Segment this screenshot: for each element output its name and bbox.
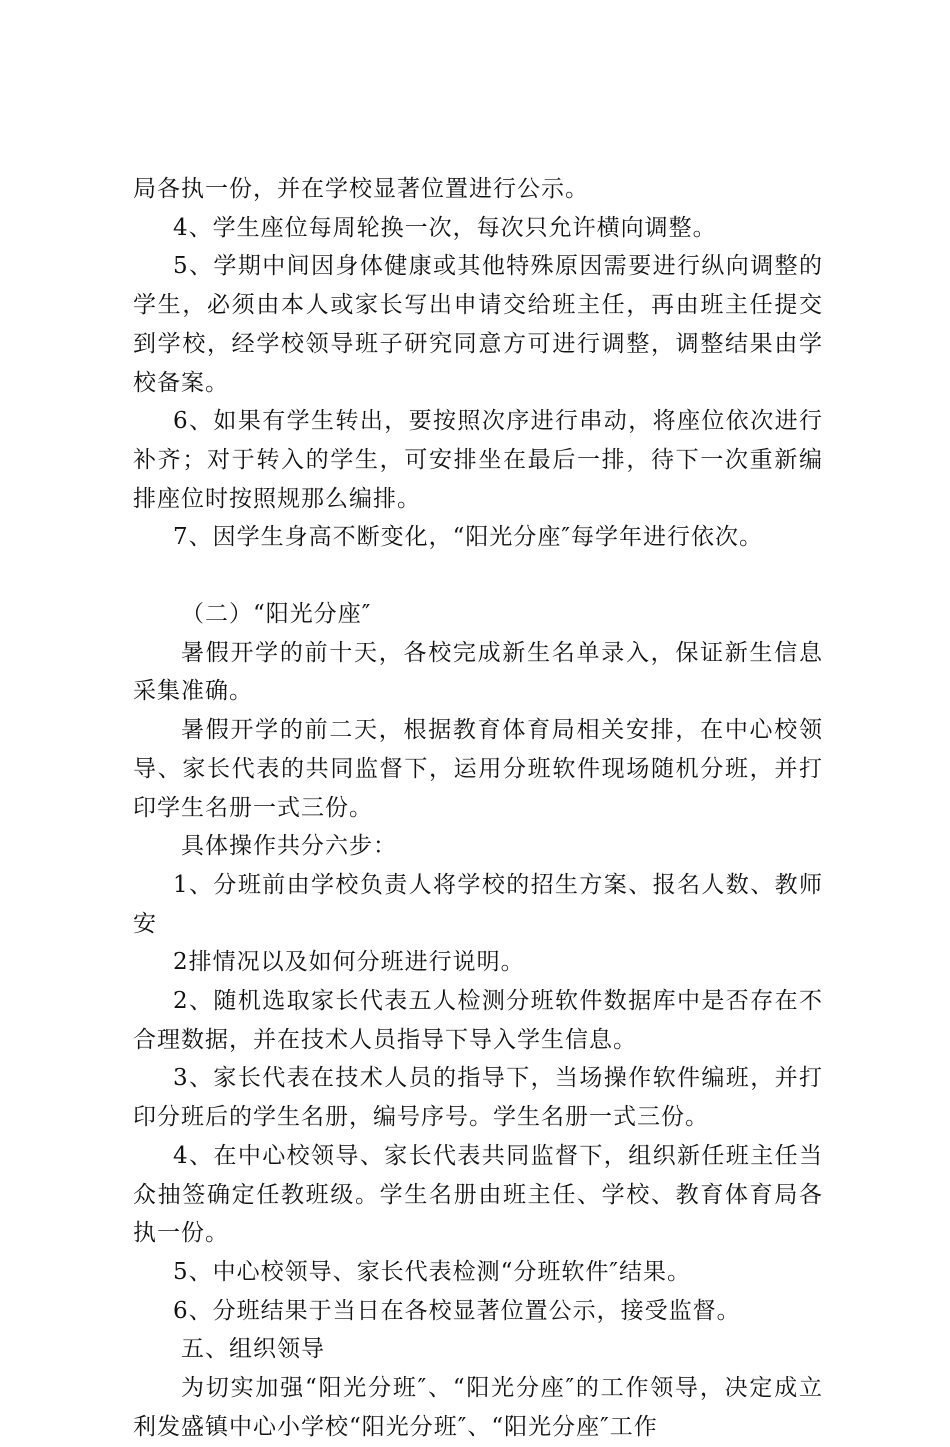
paragraph-step-6: 6、分班结果于当日在各校显著位置公示，接受监督。 [173,1297,741,1324]
paragraph-timeline-1: 暑假开学的前十天，各校完成新生名单录入，保证新生信息采集准确。 [133,639,823,705]
paragraph-timeline-2: 暑假开学的前二天，根据教育体育局相关安排，在中心校领导、家长代表的共同监督下，运用分班软件现场随机分班，并打印学生名册一式三份。 [133,717,823,821]
paragraph-item-4: 4、学生座位每周轮换一次，每次只允许横向调整。 [173,214,717,241]
paragraph-item-6: 6、如果有学生转出，要按照次序进行串动，将座位依次进行补齐；对于转入的学生，可安排坐在最后一排，待下一次重新编排座位时按照规那么编排。 [133,408,823,512]
paragraph-step-3: 3、家长代表在技术人员的指导下，当场操作软件编班，并打印分班后的学生名册，编号序号。学生名册一式三份。 [133,1065,823,1131]
paragraph-step-1: 1、分班前由学校负责人将学校的招生方案、报名人数、教师安 [133,871,823,937]
paragraph-item-5: 5、学期中间因身体健康或其他特殊原因需要进行纵向调整的学生，必须由本人或家长写出申请交给班主任，再由班主任提交到学校，经学校领导班子研究同意方可进行调整，调整结果由学校备案。 [133,253,823,396]
document-body [133,170,823,1447]
paragraph-step-5: 5、中心校领导、家长代表检测“分班软件″结果。 [173,1258,691,1285]
paragraph-step-1-continued: 2排情况以及如何分班进行说明。 [173,949,525,976]
paragraph-steps-intro: 具体操作共分六步： [181,833,397,860]
paragraph-item-7: 7、因学生身高不断变化，“阳光分座″每学年进行依次。 [173,524,763,551]
paragraph-organization: 为切实加强“阳光分班″、“阳光分座″的工作领导，决定成立利发盛镇中心小学校“阳光分班″、“阳光分座″工作 [133,1375,823,1440]
section-heading-2: （二）“阳光分座″ [181,601,372,628]
paragraph-step-4: 4、在中心校领导、家长代表共同监督下，组织新任班主任当众抽签确定任教班级。学生名册由班主任、学校、教育体育局各执一份。 [133,1142,823,1247]
paragraph-continuation: 局各执一份，并在学校显著位置进行公示。 [133,176,589,202]
paragraph-step-2: 2、随机选取家长代表五人检测分班软件数据库中是否存在不合理数据，并在技术人员指导下导入学生信息。 [133,988,823,1053]
section-heading-5: 五、组织领导 [181,1336,325,1363]
